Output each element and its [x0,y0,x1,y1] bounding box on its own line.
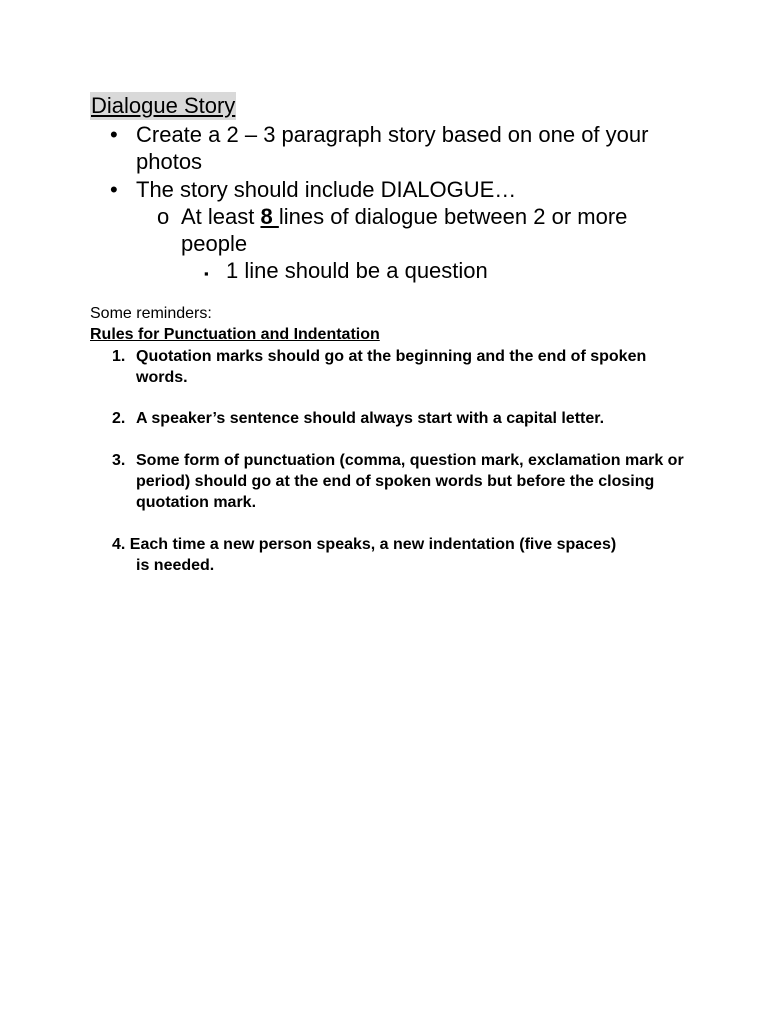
rule-number: 2. [112,410,126,427]
rule-text: Quotation marks should go at the beginning and the end of spoken words. [136,348,647,386]
sub-bullet-text-before: At least [181,204,261,229]
rule-text-line2: is needed. [136,557,215,574]
square-bullet-icon: ▪ [204,266,209,281]
rule-text [112,534,682,576]
rule-text: A speaker’s sentence should always start with a capital letter. [136,410,605,427]
rule-number: 3. [112,452,126,469]
reminders-label: Some reminders: [90,305,212,322]
rule-text: Some form of punctuation (comma, question mark, exclamation mark or period) should go at the end of spoken words but before the closing quotation mark. [136,452,684,511]
sub-sub-bullet-text: 1 line should be a question [226,258,488,283]
bullet-dot-icon: • [110,122,118,147]
rules-heading: Rules for Punctuation and Indentation [90,326,380,343]
rule-text-line1: 4. Each time a new person speaks, a new indentation (five spaces) [112,536,617,553]
bullet-text: The story should include DIALOGUE… [136,177,517,202]
sub-bullet-text-after: lines of dialogue between 2 or more people [181,204,628,256]
bullet-dot-icon: • [110,177,118,202]
circle-bullet-icon: o [157,204,170,229]
sub-bullet-text [181,203,681,257]
document-title: Dialogue Story [91,93,236,118]
dialogue-line-count: 8 [260,204,279,229]
bullet-text: Create a 2 – 3 paragraph story based on one of your photos [136,122,649,174]
rule-number: 1. [112,348,126,365]
